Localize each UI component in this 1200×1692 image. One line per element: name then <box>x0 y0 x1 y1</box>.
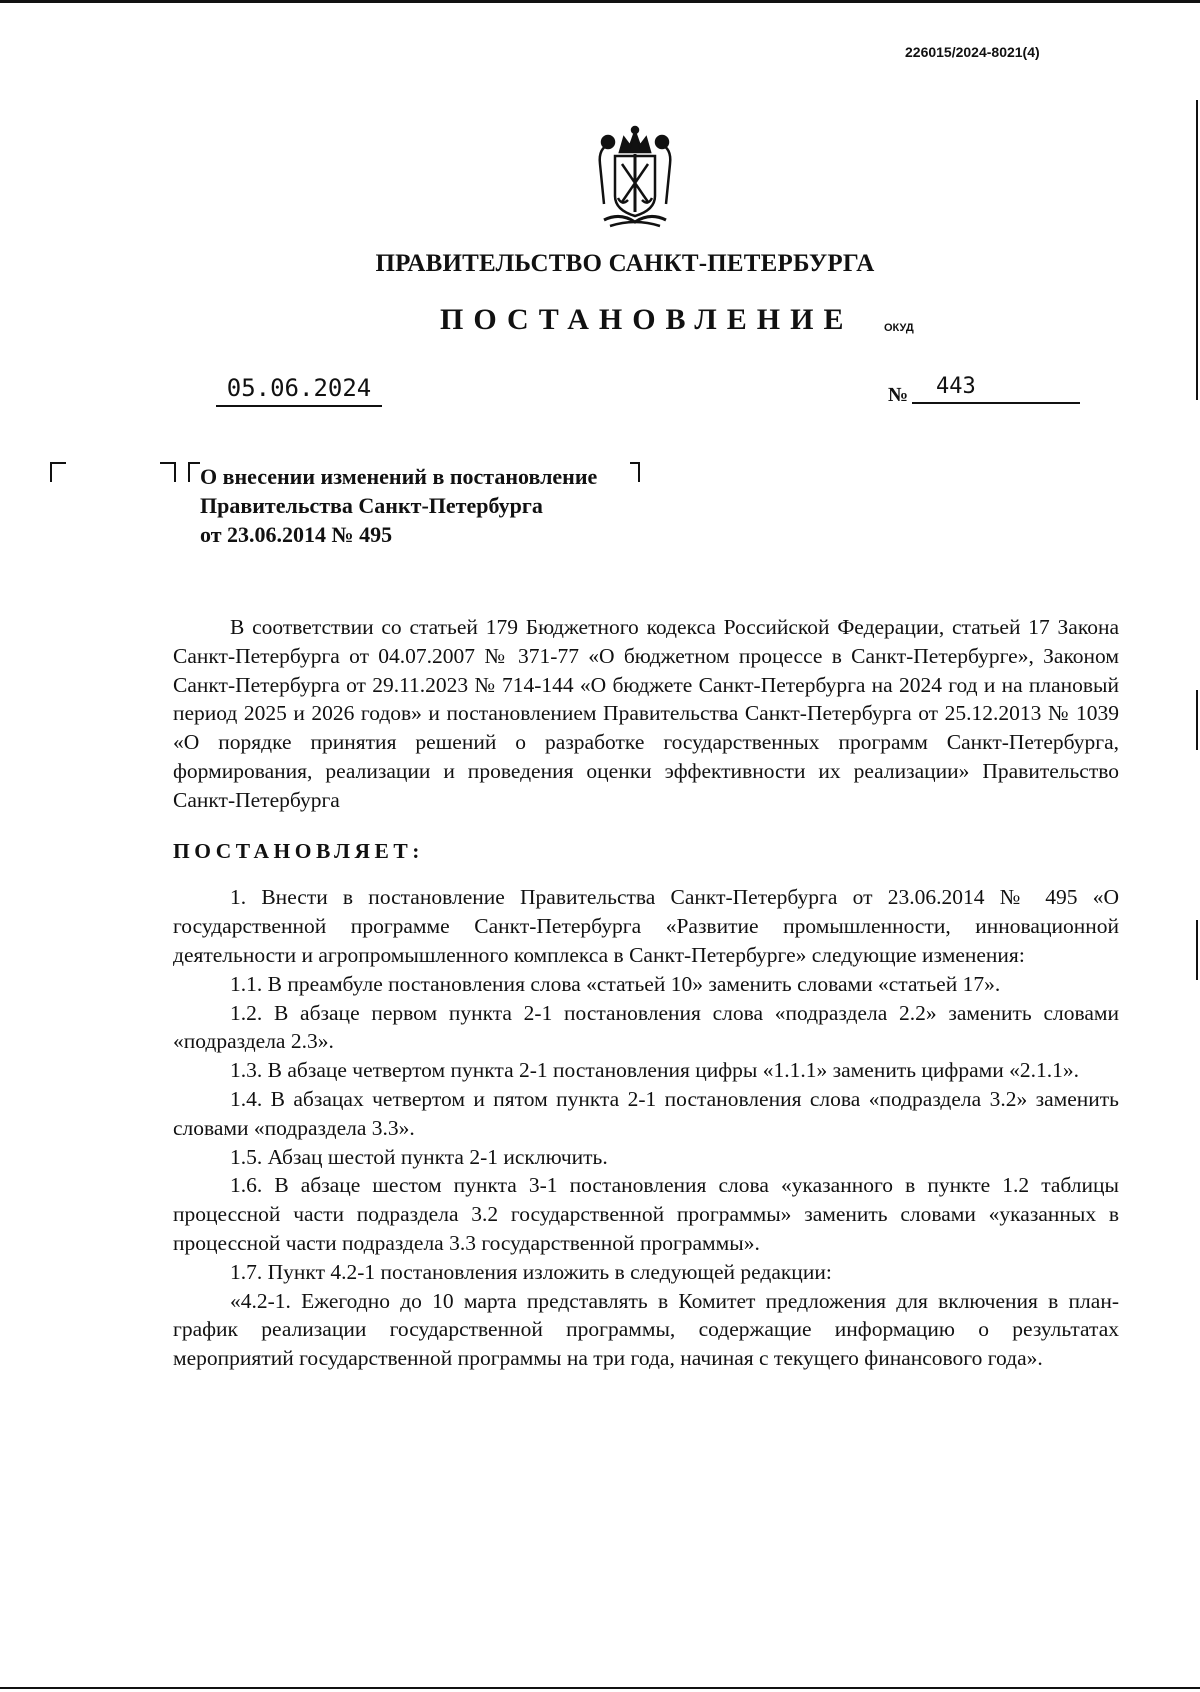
paragraph-1: 1. Внести в постановление Правительства Санкт-Петербурга от 23.06.2014 № 495 «О государственной программе Санкт-Петербурга «Развитие промышленности, инновационной деятельности и агропромышленного комплекса в Санкт-Петербурге» следующие изменения: <box>173 885 1119 967</box>
coat-of-arms-emblem <box>580 124 690 234</box>
number-label: № <box>888 384 909 406</box>
decree-body <box>173 613 1119 1373</box>
scan-edge-bottom <box>0 1687 1200 1689</box>
resolves-heading: ПОСТАНОВЛЯЕТ: <box>173 838 424 863</box>
paragraph-1-2: 1.2. В абзаце первом пункта 2-1 постановления слова «подраздела 2.2» заменить словами «подраздела 2.3». <box>173 1000 1119 1054</box>
decree-number: 443 <box>912 374 1080 404</box>
paragraph-1-1: 1.1. В преамбуле постановления слова «статьей 10» заменить словами «статьей 17». <box>230 971 1001 996</box>
scan-edge-right-3 <box>1196 920 1198 980</box>
decree-subject <box>200 462 597 549</box>
subject-line-2: Правительства Санкт-Петербурга <box>200 493 543 518</box>
preamble-paragraph: В соответствии со статьей 179 Бюджетного кодекса Российской Федерации, статьей 17 Закона Санкт-Петербурга от 04.07.2007 № 371-77 «О бюджетном процессе в Санкт-Петербурге», Законом Санкт-Петербурга от 29.11.2023 № 714-144 «О бюджете Санкт-Петербурга на 2024 год и на плановый период 2025 и 2026 годов» и постановлением Правительства Санкт-Петербурга от 25.12.2013 № 1039 «О порядке принятия решений о разработке государственных программ Санкт-Петербурга, формирования, реализации и проведения оценки эффективности их реализации» Правительство Санкт-Петербурга <box>173 615 1119 812</box>
paragraph-1-3: 1.3. В абзаце четвертом пункта 2-1 постановления цифры «1.1.1» заменить цифрами «2.1.1». <box>230 1058 1079 1083</box>
decree-title: ПОСТАНОВЛЕНИЕ <box>440 303 854 336</box>
scan-edge-right-2 <box>1196 690 1198 750</box>
okud-label: ОКУД <box>884 322 914 334</box>
subject-line-1: О внесении изменений в постановление <box>200 464 598 489</box>
scan-edge-top <box>0 0 1200 3</box>
corner-bracket-title-right <box>630 462 640 482</box>
corner-bracket-left <box>50 462 66 482</box>
paragraph-4-2-1: «4.2-1. Ежегодно до 10 марта представлять в Комитет предложения для включения в план-график реализации государственной программы, содержащие информацию о результатах мероприятий государственной программы на три года, начиная с текущего финансового года». <box>173 1288 1119 1371</box>
paragraph-1-5: 1.5. Абзац шестой пункта 2-1 исключить. <box>230 1144 608 1169</box>
paragraph-1-4: 1.4. В абзацах четвертом и пятом пункта 2-1 постановления слова «подраздела 3.2» заменить словами «подраздела 3.3». <box>173 1086 1119 1140</box>
document-registration-number: 226015/2024-8021(4) <box>905 44 1040 60</box>
government-title: ПРАВИТЕЛЬСТВО САНКТ-ПЕТЕРБУРГА <box>375 250 875 277</box>
subject-line-3: от 23.06.2014 № 495 <box>200 522 393 547</box>
paragraph-1-7: 1.7. Пункт 4.2-1 постановления изложить в следующей редакции: <box>230 1259 832 1284</box>
decree-date: 05.06.2024 <box>216 374 382 407</box>
paragraph-1-6: 1.6. В абзаце шестом пункта 3-1 постановления слова «указанного в пункте 1.2 таблицы процессной части подраздела 3.2 государственной программы» заменить словами «указанных в процессной части подраздела 3.3 государственной программы». <box>173 1173 1119 1255</box>
corner-bracket-title-left-outer <box>160 462 176 482</box>
corner-bracket-title-left-inner <box>188 462 200 482</box>
